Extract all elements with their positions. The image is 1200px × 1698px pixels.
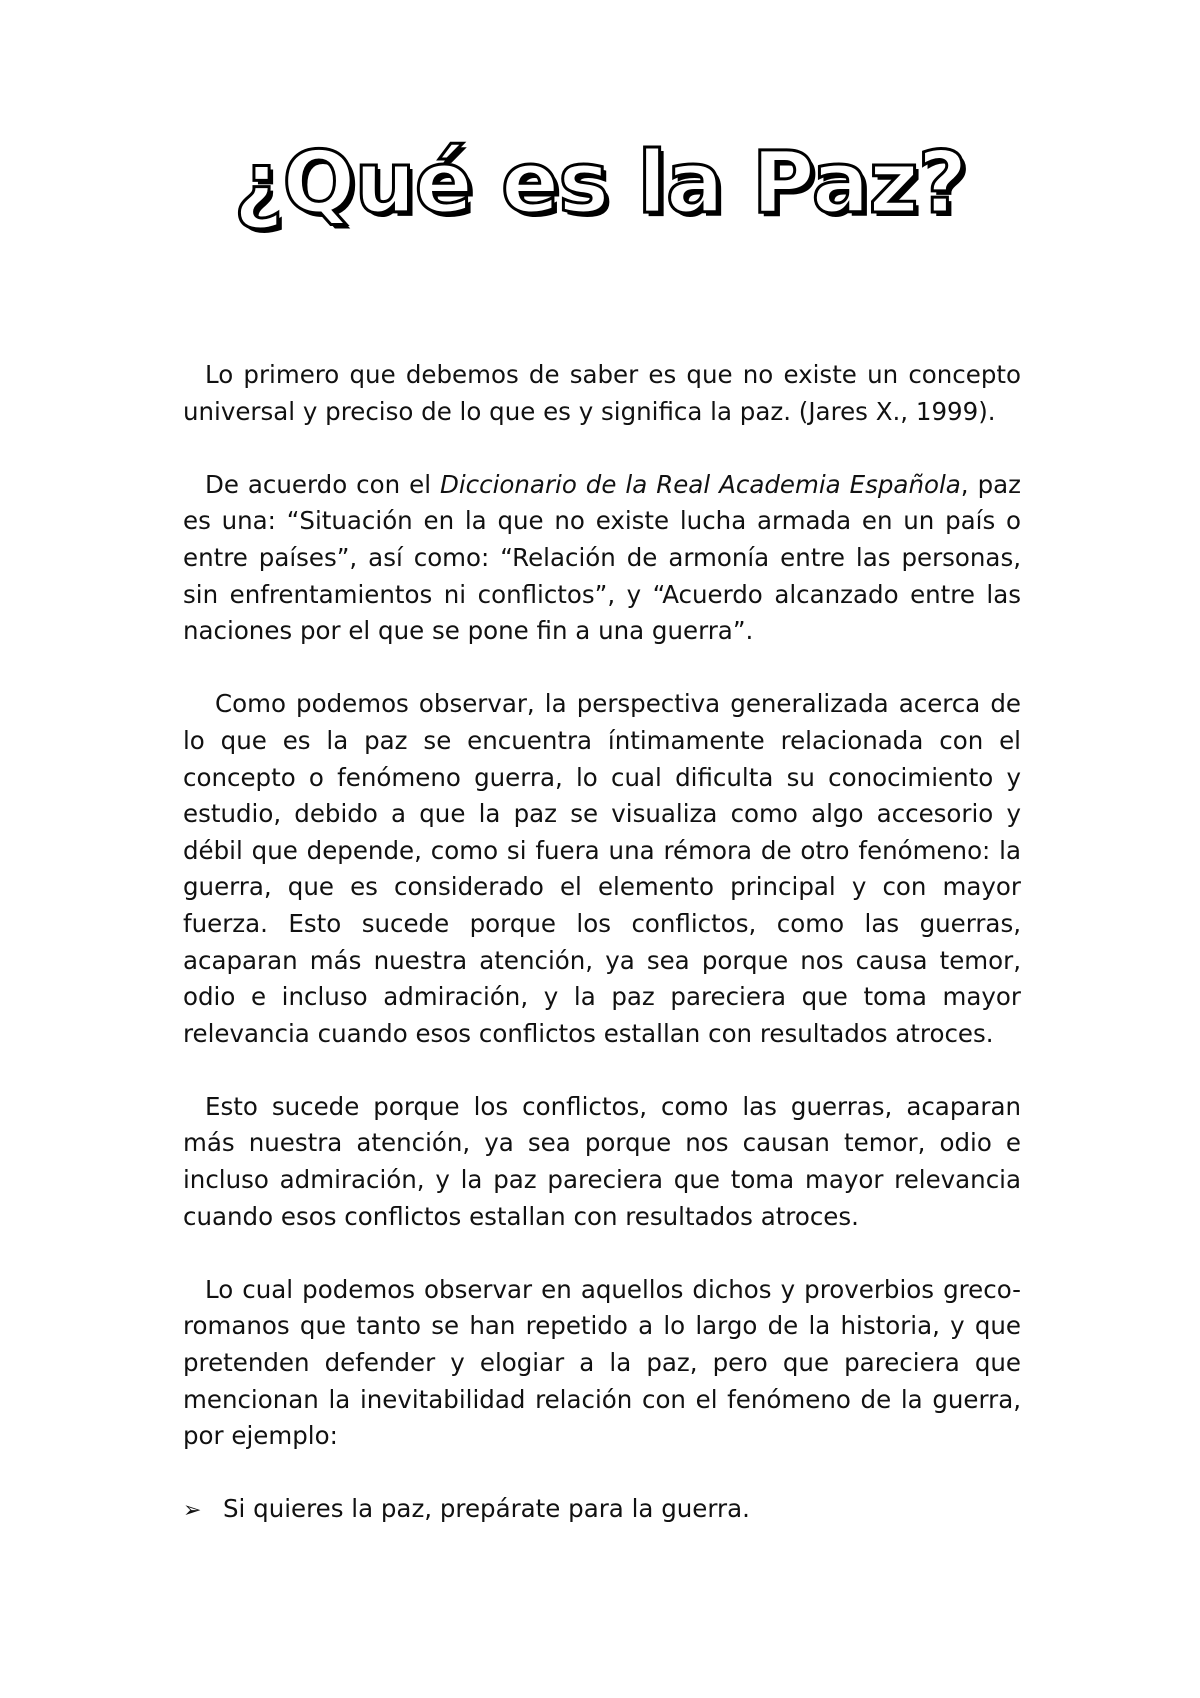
- paragraph-4: [183, 1089, 1021, 1235]
- paragraph-text-end: , paz es una: “Situación en la que no existe lucha armada en un país o entre países”, así como: “Relación de armonía entre las personas, sin enfrentamientos ni conflictos”, y “Acuerdo alcanzado entre las naciones por el que se pone fin a una guerra”.: [183, 469, 1021, 646]
- paragraph-2: [183, 467, 1021, 650]
- dictionary-title: Diccionario de la Real Academia Española: [440, 469, 961, 499]
- paragraph-5: [183, 1272, 1021, 1455]
- paragraph-3: [183, 686, 1021, 1052]
- bullet-text: Si quieres la paz, prepárate para la guerra.: [223, 1494, 750, 1524]
- paragraph-text-start: De acuerdo con el: [205, 469, 440, 499]
- paragraph-text: Lo cual podemos observar en aquellos dichos y proverbios greco-romanos que tanto se han repetido a lo largo de la historia, y que pretenden defender y elogiar a la paz, pero que pareciera que mencionan la inevitabilidad relación con el fenómeno de la guerra, por ejemplo:: [183, 1274, 1021, 1451]
- page-title: ¿Qué es la Paz?: [233, 133, 967, 233]
- bullet-item: [183, 1491, 1021, 1530]
- paragraph-1: [183, 357, 1021, 430]
- paragraph-text: Lo primero que debemos de saber es que no existe un concepto universal y preciso de lo que es y significa la paz. (Jares X., 1999).: [183, 360, 1021, 426]
- arrowhead-bullet-icon: ➢: [183, 1498, 202, 1524]
- document-body: [183, 357, 1021, 1530]
- paragraph-text: Esto sucede porque los conflictos, como las guerras, acaparan más nuestra atención, ya sea porque nos causan temor, odio e incluso admiración, y la paz pareciera que toma mayor relevancia cuando esos conflictos estallan con resultados atroces.: [183, 1091, 1021, 1231]
- paragraph-text: Como podemos observar, la perspectiva generalizada acerca de lo que es la paz se encuentra íntimamente relacionada con el concepto o fenómeno guerra, lo cual dificulta su conocimiento y estudio, debido a que la paz se visualiza como algo accesorio y débil que depende, como si fuera una rémora de otro fenómeno: la guerra, que es considerado el elemento principal y con mayor fuerza. Esto sucede porque los conflictos, como las guerras, acaparan más nuestra atención, ya sea porque nos causa temor, odio e incluso admiración, y la paz pareciera que toma mayor relevancia cuando esos conflictos estallan con resultados atroces.: [183, 689, 1021, 1048]
